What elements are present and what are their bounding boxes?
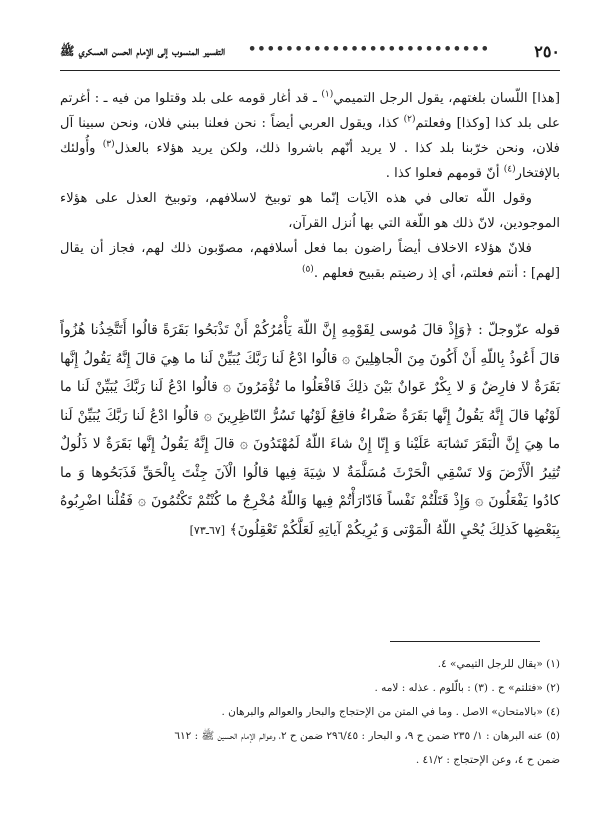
footnote-marker: (١) xyxy=(321,89,334,100)
text-line: فلانّ هؤلاء الاخلاف أيضاً راضون بما فعل أسلافهم، مصوّبون ذلك لهم، xyxy=(141,241,532,256)
text-line: هؤلاء الموجودين، لانّ ذلك هو اللّغة التي بها اُنزل القرآن، xyxy=(60,191,560,231)
text-line: وأُولئك بالإفتخار xyxy=(60,141,560,181)
footnote-marker: (٤) xyxy=(503,164,516,175)
text-line: كذا، ويقول العربي أيضاً : نحن فعلنا ببني فلان، xyxy=(143,116,404,131)
footnote: (٢) «فتلتم» ح . (٣) : بالّلوم . عذله : لامه . xyxy=(374,682,560,694)
quran-quote xyxy=(60,316,560,545)
paragraph xyxy=(60,236,560,286)
footnote: (١) «يقال للرجل التيمي» ٤. xyxy=(437,658,560,670)
footnote-rule xyxy=(390,641,540,642)
footnote: (٤) «بالامتحان» الاصل . وما في المتن من الإحتجاج والبحار والعوالم والبرهان . xyxy=(221,706,560,718)
paragraph xyxy=(60,86,560,186)
text-line: ـ قد أغار قومه على بلد وقتلوا من فيه ـ : xyxy=(94,91,322,106)
text-line: هؤلاء بالعذل xyxy=(114,141,184,156)
footnote-marker: (٣) xyxy=(102,139,115,150)
quote-text: ﴿وَإِذْ قالَ مُوسى لِقَوْمِهِ إِنَّ اللّهَ يَأْمُرُكُمْ أَنْ تَذْبَحُوا بَقَرَةً قالُوا أَتَتَّخِذُنا هُزُواً قالَ أَعُوذُ بِاللّهِ أَنْ أَكُونَ مِنَ الْجاهِلِينَ ۞ قالُوا ادْعُ لَنا رَبَّكَ يُبَيِّنْ لَنا ما هِيَ قالَ إِنَّهُ يَقُولُ إِنَّها بَقَرَةٌ لا فارِضٌ وَ لا بِكْرٌ عَوانٌ بَيْنَ ذلِكَ فَافْعَلُوا ما تُؤْمَرُونَ ۞ قالُوا ادْعُ لَنا رَبَّكَ يُبَيِّنْ لَنا ما لَوْنُها قالَ إِنَّهُ يَقُولُ إِنَّها بَقَرَةٌ صَفْراءُ فاقِعٌ لَوْنُها تَسُرُّ النّاظِرِينَ ۞ قالُوا ادْعُ لَنا رَبَّكَ يُبَيِّنْ لَنا ما هِيَ إِنَّ الْبَقَرَ تَشابَهَ عَلَيْنا وَ إِنّا إِنْ شاءَ اللّهُ لَمُهْتَدُونَ ۞ قالَ إِنَّهُ يَقُولُ إِنَّها بَقَرَةٌ لا ذَلُولٌ تُثِيرُ الْأَرْضَ وَلا تَسْقِي الْحَرْثَ مُسَلَّمَةٌ لا شِيَةَ فِيها قالُوا الْآنَ جِئْتَ بِالْحَقِّ فَذَبَحُوها وَ ما كادُوا يَفْعَلُونَ ۞ وَإِذْ قَتَلْتُمْ نَفْساً فَادّارَأْتُمْ فِيها وَاللّهُ مُخْرِجٌ ما كُنْتُمْ تَكْتُمُونَ ۞ فَقُلْنا اضْرِبُوهُ بِبَعْضِها كَذلِكَ يُحْيِ اللّهُ الْمَوْتى وَ يُرِيكُمْ آياتِهِ لَعَلَّكُمْ تَعْقِلُونَ﴾ xyxy=(60,322,560,538)
text-line: أنّ قومهم فعلوا كذا . xyxy=(385,166,504,181)
header-rule xyxy=(60,70,560,71)
footnote: (٥) عنه البرهان : ١/ ٢٣٥ ضمن ح ٩، و البحار : ٢٩٦/٤٥ ضمن ح ٢، وعوالم الإمام الحسين ﷺ : ٦١٢ xyxy=(174,730,560,742)
footnote-marker: (٥) xyxy=(301,264,314,275)
footnotes xyxy=(60,652,560,772)
text-line: فجاز أن يقال [لهم] : أنتم فعلتم، أي إذ رضيتم بقبيح فعلهم . xyxy=(60,241,560,281)
header-dots: •••••••••••••••••••••••••• xyxy=(247,42,490,57)
text-line: وقول اللّه تعالى في هذه الآيات إنّما هو توبيخ لاسلافهم، وتوبيخ العذل على xyxy=(95,191,532,206)
book-title: التفسير المنسوب إلى الإمام الحسن العسكري ﷺ xyxy=(60,44,226,58)
text-line: [هذا] اللّسان بلغتهم، يقول الرجل التميمي xyxy=(333,91,560,106)
footnote: ضمن ح ٤، وعن الإحتجاج : ٤١/٢ . xyxy=(415,754,560,766)
quote-intro: قوله عزّوجلّ : xyxy=(478,322,560,338)
paragraph xyxy=(60,186,560,236)
text-line: ونحن سبينا آل فلان، ونحن خرّبنا بلد كذا . لا يريد أنّهم باشروا ذلك، ولكن يريد xyxy=(60,116,560,156)
page-number: ٢٥٠ xyxy=(534,42,560,61)
quote-paragraph xyxy=(60,316,560,545)
footnote-marker: (٢) xyxy=(403,114,416,125)
page-header xyxy=(60,40,560,70)
verse-reference: [٦٧ـ٧٣] xyxy=(189,523,226,537)
text-line: أغرتم على بلد كذا [وكذا] وفعلتم xyxy=(60,91,560,131)
body-text xyxy=(60,86,560,286)
